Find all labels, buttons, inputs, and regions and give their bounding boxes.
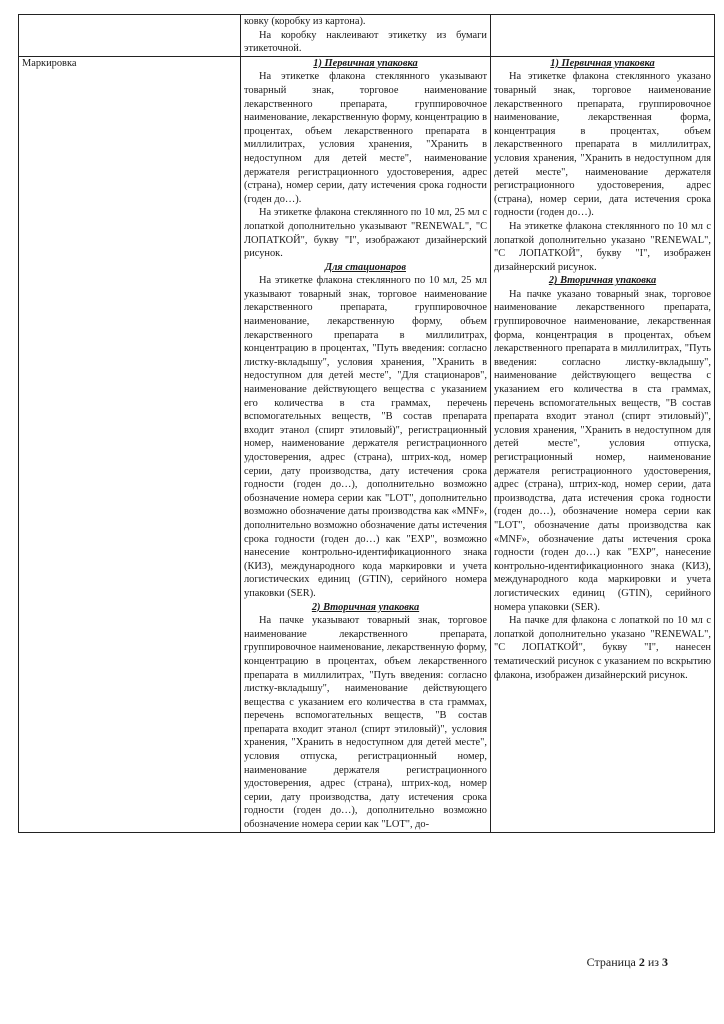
secondary-paragraph: На пачке указано товарный знак, торговое наименование лекарственного препарата, группировочное наименование, лекарственная форма, концентрация в процентах, объем лекарственного препарата в миллилитрах, "Путь введения: согласно листку-вкладышу", наименование действующего вещества с указанием его количества в ста граммах, перечень вспомогательных веществ, "В состав препарата входит этанол (спирт этиловый)", условия хранения, "Хранить в недоступном для детей месте", условия отпуска, регистрационный номер, наименование держателя регистрационного удостоверения, адрес (страна), штрих-код, номер серии, дата производства, дата истечения срока годности (годен до…), обозначение номера серии как "LOT", обозначение даты производства как «MNF», обозначение даты истечения срока годности (годен до…) как "EXP", нанесение контрольно-идентификационного знака (КИЗ), международного кода маркировки и учета логистических единиц (GTIN), серийного номера упаковки (SER). <box>494 288 711 613</box>
top-row-line: ковку (коробку из картона). <box>244 16 366 27</box>
top-row-label-cell <box>19 15 241 57</box>
marking-right-cell <box>491 56 715 832</box>
secondary-packaging-heading: 2) Вторичная упаковка <box>548 275 657 287</box>
top-row-right-cell <box>491 15 715 57</box>
top-row-middle-cell <box>241 15 491 57</box>
top-row-line: На коробку наклеивают этикетку из бумаги этикеточной. <box>244 29 487 55</box>
secondary-paragraph: На пачке указывают товарный знак, торговое наименование лекарственного препарата, группировочное наименование, лекарственную форму, концентрацию в процентах, объем лекарственного препарата в миллилитрах, "Путь введения: согласно листку-вкладышу", наименование действующего вещества с указанием его количества в ста граммах, перечень вспомогательных веществ, "В состав препарата входит этанол (спирт этиловый)", условия хранения, "Хранить в недоступном для детей месте", условия отпуска, регистрационный номер, наименование держателя регистрационного удостоверения, адрес (страна), штрих-код, номер серии, дату производства, дату истечения срока годности (годен до…), дополнительно возможно обозначение номера серии как "LOT", до- <box>244 615 487 831</box>
marking-middle-cell <box>241 56 491 832</box>
primary-paragraph: На этикетке флакона стеклянного указано товарный знак, торговое наименование лекарственного препарата, группировочное наименование, лекарственная форма, концентрация в процентах, объем лекарственного препарата в миллилитрах, условия хранения, "Хранить в недоступном для детей месте", наименование держателя регистрационного удостоверения, адрес (страна), номер серии, дата истечения срока годности (годен до…). <box>494 71 711 219</box>
primary-packaging-heading: 1) Первичная упаковка <box>313 57 418 69</box>
marking-label: Маркировка <box>22 57 77 69</box>
primary-packaging-heading: 1) Первичная упаковка <box>550 57 655 69</box>
page-number-current: 2 <box>638 955 645 969</box>
stationary-heading: Для стационаров <box>324 261 407 273</box>
page-number-separator: из <box>647 955 659 969</box>
spec-table <box>18 14 715 833</box>
table-row <box>19 15 715 57</box>
page-number-total: 3 <box>662 955 668 969</box>
table-row <box>19 56 715 832</box>
marking-label-cell <box>19 56 241 832</box>
stationary-paragraph: На этикетке флакона стеклянного по 10 мл, 25 мл указывают товарный знак, торговое наименование лекарственного препарата, группировочное наименование, лекарственную форму, объем лекарственного препарата в миллилитрах, концентрацию в процентах, "Путь введения: согласно листку-вкладышу", условия хранения, "Хранить в недоступном для детей месте", "Для стационаров", наименование действующего вещества с указанием его количества в ста граммах, перечень вспомогательных веществ, "В состав препарата входит этанол (спирт этиловый)", регистрационный номер, наименование держателя регистрационного удостоверения, адрес (страна), штрих-код, номер серии, дату производства, дату истечения срока годности (годен до…), дополнительно возможно обозначение номера серии как "LOT", дополнительно возможно обозначение даты производства как «MNF», дополнительно возможно обозначение даты истечения срока годности (годен до…) как "EXP", возможно нанесение контрольно-идентификационного знака (КИЗ), международного кода маркировки и учета логистических единиц (GTIN), серийного номера упаковки (SER). <box>244 275 487 599</box>
page-number <box>587 955 668 970</box>
secondary-paragraph: На пачке для флакона с лопаткой по 10 мл с лопаткой дополнительно указано "RENEWAL", "С ЛОПАТКОЙ", букву "I", нанесен тематический рисунок с указанием по вскрытию флакона, изображен дизайнерский рисунок. <box>494 615 711 681</box>
primary-paragraph: На этикетке флакона стеклянного указывают товарный знак, торговое наименование лекарственного препарата, группировочное наименование, лекарственную форму, концентрацию в процентах, объем лекарственного препарата в миллилитрах, условия хранения, "Хранить в недоступном для детей месте", наименование держателя регистрационного удостоверения, адрес (страна), номер серии, дату истечения срока годности (годен до…). <box>244 71 487 205</box>
primary-paragraph: На этикетке флакона стеклянного по 10 мл с лопаткой дополнительно указано "RENEWAL", "С ЛОПАТКОЙ", букву "I", изображен дизайнерский рисунок. <box>494 220 711 273</box>
secondary-packaging-heading: 2) Вторичная упаковка <box>311 601 420 613</box>
primary-paragraph: На этикетке флакона стеклянного по 10 мл, 25 мл с лопаткой дополнительно указывают "RENEWAL", "С ЛОПАТКОЙ", букву "I", изображают дизайнерский рисунок. <box>244 207 487 260</box>
page-number-prefix: Страница <box>586 955 636 969</box>
